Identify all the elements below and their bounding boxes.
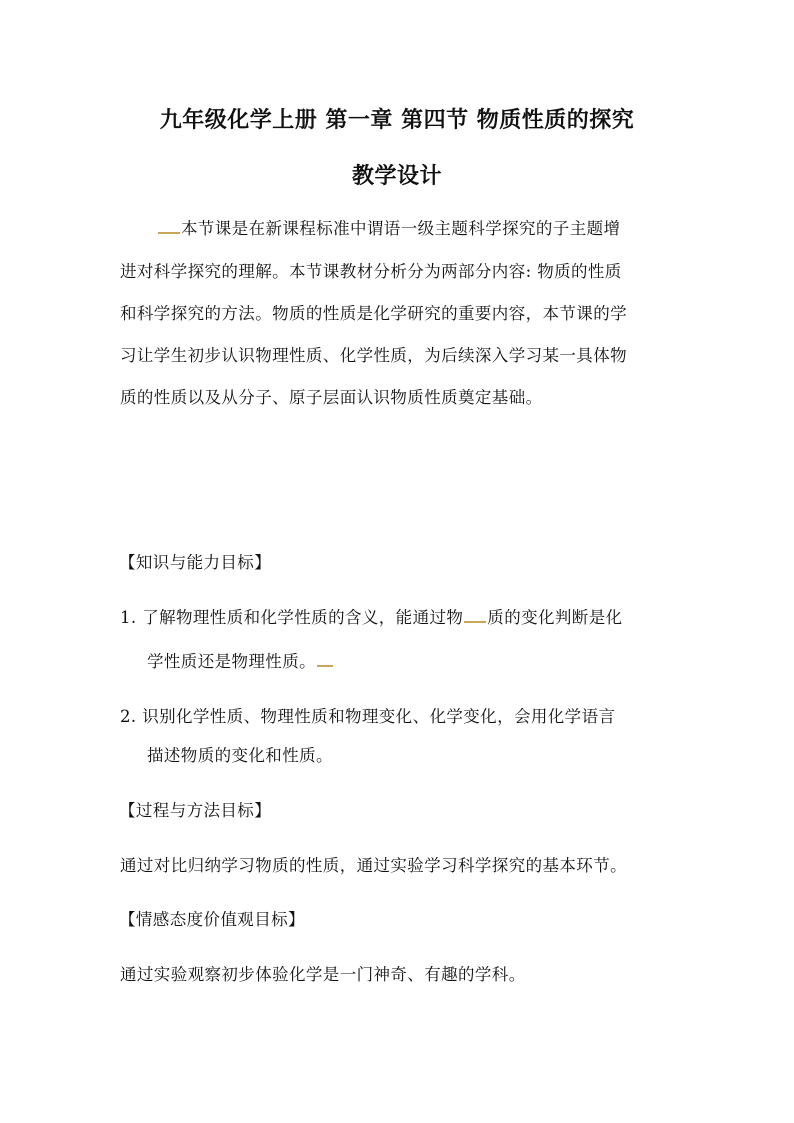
emotion-heading: 【情感态度价值观目标】	[119, 910, 305, 929]
document-title: 九年级化学上册 第一章 第四节 物质性质的探究	[159, 108, 635, 133]
underline-mark	[158, 231, 180, 234]
intro-line-3: 和科学探究的方法。物质的性质是化学研究的重要内容，本节课的学	[120, 304, 627, 323]
intro-line-2: 进对科学探究的理解。本节课教材分析分为两部分内容: 物质的性质	[120, 262, 622, 281]
knowledge-item-2-line-2: 描述物质的变化和性质。	[147, 746, 333, 765]
knowledge-heading: 【知识与能力目标】	[119, 553, 272, 572]
knowledge-item-1-line-1: 1. 了解物理性质和化学性质的含义，能通过物 质的变化判断是化	[120, 608, 623, 627]
knowledge-item-1-line-2: 学性质还是物理性质。	[147, 648, 334, 672]
intro-line-4: 习让学生初步认识物理性质、化学性质，为后续深入学习某一具体物	[120, 346, 627, 365]
underline-mark	[317, 664, 333, 667]
intro-line-1: 本节课是在新课程标准中谓语一级主题科学探究的子主题增	[157, 215, 620, 239]
knowledge-item-2-line-1: 2. 识别化学性质、物理性质和物理变化、化学变化，会用化学语言	[120, 707, 616, 726]
underline-mark	[464, 620, 486, 623]
emotion-text: 通过实验观察初步体验化学是一门神奇、有趣的学科。	[120, 965, 526, 984]
process-heading: 【过程与方法目标】	[119, 801, 272, 820]
intro-line-5: 质的性质以及从分子、原子层面认识物质性质奠定基础。	[120, 388, 543, 407]
process-text: 通过对比归纳学习物质的性质，通过实验学习科学探究的基本环节。	[120, 856, 627, 875]
document-subtitle: 教学设计	[351, 164, 442, 189]
